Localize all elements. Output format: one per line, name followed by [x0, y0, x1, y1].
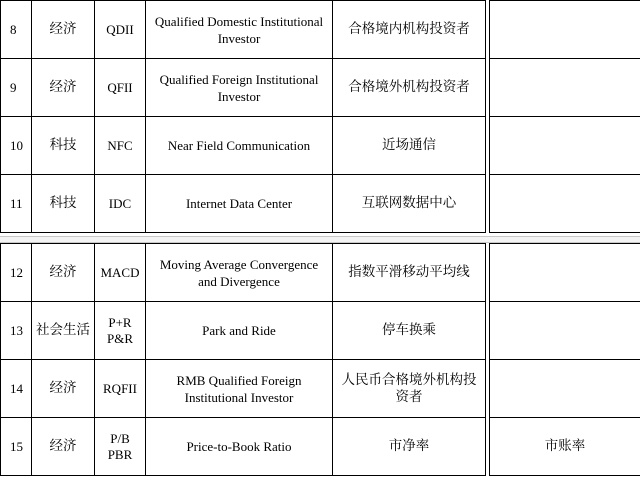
row-number: 9	[1, 59, 32, 117]
abbreviation-text: IDC	[108, 195, 132, 211]
abbreviation-cell	[95, 418, 146, 476]
full-name-cell: Near Field Communication	[146, 117, 333, 175]
abbreviation-cell	[95, 1, 146, 59]
abbreviation-text: MACD	[100, 264, 140, 280]
abbreviation-cell	[95, 244, 146, 302]
full-name-cell: Moving Average Convergence and Divergence	[146, 244, 333, 302]
table-row	[1, 175, 640, 233]
row-number: 15	[1, 418, 32, 476]
full-name-cell: Qualified Foreign Institutional Investor	[146, 59, 333, 117]
abbreviation-table-bottom	[0, 243, 640, 476]
note-cell: 市账率	[490, 418, 640, 476]
category-cell: 经济	[32, 1, 95, 59]
abbreviation-text: QFII	[107, 79, 133, 95]
note-cell	[490, 244, 640, 302]
full-name-cell: Internet Data Center	[146, 175, 333, 233]
abbreviation-text: P&R	[106, 330, 133, 346]
row-number: 8	[1, 1, 32, 59]
chinese-name-cell: 合格境外机构投资者	[333, 59, 486, 117]
table-row	[1, 59, 640, 117]
note-cell	[490, 302, 640, 360]
full-name-cell: Qualified Domestic Institutional Investor	[146, 1, 333, 59]
note-cell	[490, 1, 640, 59]
full-name-cell: Park and Ride	[146, 302, 333, 360]
table-section-bottom	[0, 243, 640, 478]
abbreviation-cell	[95, 360, 146, 418]
section-separator	[0, 236, 640, 243]
note-cell	[490, 117, 640, 175]
category-cell: 经济	[32, 418, 95, 476]
abbreviation-text: NFC	[107, 137, 133, 153]
full-name-cell: Price-to-Book Ratio	[146, 418, 333, 476]
abbreviation-cell	[95, 117, 146, 175]
abbreviation-table-top	[0, 0, 640, 233]
abbreviation-cell	[95, 302, 146, 360]
category-cell: 科技	[32, 175, 95, 233]
row-number: 13	[1, 302, 32, 360]
chinese-name-cell: 互联网数据中心	[333, 175, 486, 233]
chinese-name-cell: 指数平滑移动平均线	[333, 244, 486, 302]
note-cell	[490, 175, 640, 233]
table-row	[1, 418, 640, 476]
abbreviation-text: P+R	[108, 314, 132, 330]
abbreviation-cell	[95, 59, 146, 117]
table-row	[1, 117, 640, 175]
table-row	[1, 244, 640, 302]
table-row	[1, 1, 640, 59]
abbreviation-cell	[95, 175, 146, 233]
chinese-name-cell: 近场通信	[333, 117, 486, 175]
row-number: 10	[1, 117, 32, 175]
abbreviation-text: P/B	[110, 430, 130, 446]
chinese-name-cell: 市净率	[333, 418, 486, 476]
category-cell: 经济	[32, 360, 95, 418]
category-cell: 科技	[32, 117, 95, 175]
chinese-name-cell: 合格境内机构投资者	[333, 1, 486, 59]
abbreviation-text: QDII	[106, 21, 134, 37]
category-cell: 经济	[32, 59, 95, 117]
table-section-top	[0, 0, 640, 236]
abbreviation-text: PBR	[107, 446, 133, 462]
note-cell	[490, 360, 640, 418]
table-row	[1, 302, 640, 360]
row-number: 14	[1, 360, 32, 418]
chinese-name-cell: 停车换乘	[333, 302, 486, 360]
full-name-cell: RMB Qualified Foreign Institutional Investor	[146, 360, 333, 418]
abbreviation-text: RQFII	[103, 380, 137, 396]
table-row	[1, 360, 640, 418]
category-cell: 经济	[32, 244, 95, 302]
category-cell: 社会生活	[32, 302, 95, 360]
chinese-name-cell: 人民币合格境外机构投资者	[333, 360, 486, 418]
note-cell	[490, 59, 640, 117]
row-number: 12	[1, 244, 32, 302]
row-number: 11	[1, 175, 32, 233]
